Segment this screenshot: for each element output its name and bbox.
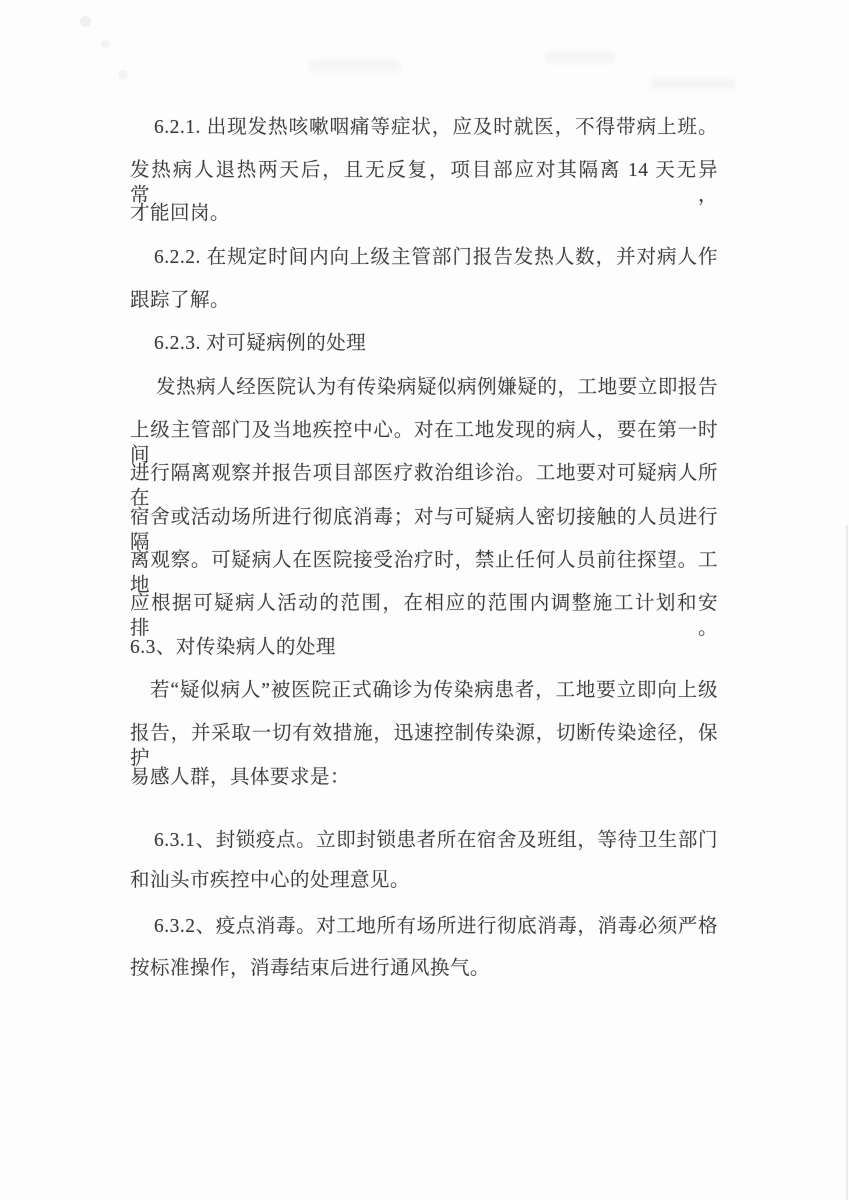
text-line: 报告，并采取一切有效措施，迅速控制传染源，切断传染途径，保护 [130,723,718,769]
text-line: 6.3、对传染病人的处理 [130,637,336,658]
text-line: 上级主管部门及当地疾控中心。对在工地发现的病人，要在第一时间 [130,420,718,466]
scan-smudge [545,52,615,63]
scan-smudge [310,60,400,72]
text-line: 跟踪了解。 [130,290,231,311]
text-line: 易感人群，具体要求是： [130,767,351,788]
text-line: 发热病人经医院认为有传染病疑似病例嫌疑的，工地要立即报告 [156,377,718,398]
page-edge-shadow [846,525,848,1200]
scan-artifact [118,70,128,80]
text-line: 应根据可疑病人活动的范围，在相应的范围内调整施工计划和安排。 [130,593,718,639]
text-line: 6.3.1、封锁疫点。立即封锁患者所在宿舍及班组，等待卫生部门 [154,830,718,851]
scan-artifact [101,40,110,49]
text-line: 进行隔离观察并报告项目部医疗救治组诊治。工地要对可疑病人所在 [130,463,718,509]
text-line: 才能回岗。 [130,203,231,224]
scan-artifact [80,16,91,27]
text-line: 离观察。可疑病人在医院接受治疗时，禁止任何人员前往探望。工地 [130,550,718,596]
text-line: 发热病人退热两天后，且无反复，项目部应对其隔离 14 天无异常， [130,160,718,206]
text-line: 6.2.3. 对可疑病例的处理 [154,333,367,354]
text-line: 6.3.2、疫点消毒。对工地所有场所进行彻底消毒，消毒必须严格 [154,916,718,937]
text-line: 6.2.1. 出现发热咳嗽咽痛等症状，应及时就医，不得带病上班。 [154,117,718,138]
text-line: 和汕头市疾控中心的处理意见。 [130,870,411,891]
scan-smudge [650,78,735,89]
text-line: 若“疑似病人”被医院正式确诊为传染病患者，工地要立即向上级 [150,680,718,701]
text-line: 宿舍或活动场所进行彻底消毒；对与可疑病人密切接触的人员进行隔 [130,507,718,553]
text-line: 6.2.2. 在规定时间内向上级主管部门报告发热人数，并对病人作 [154,247,718,268]
text-line: 按标准操作，消毒结束后进行通风换气。 [130,958,491,979]
